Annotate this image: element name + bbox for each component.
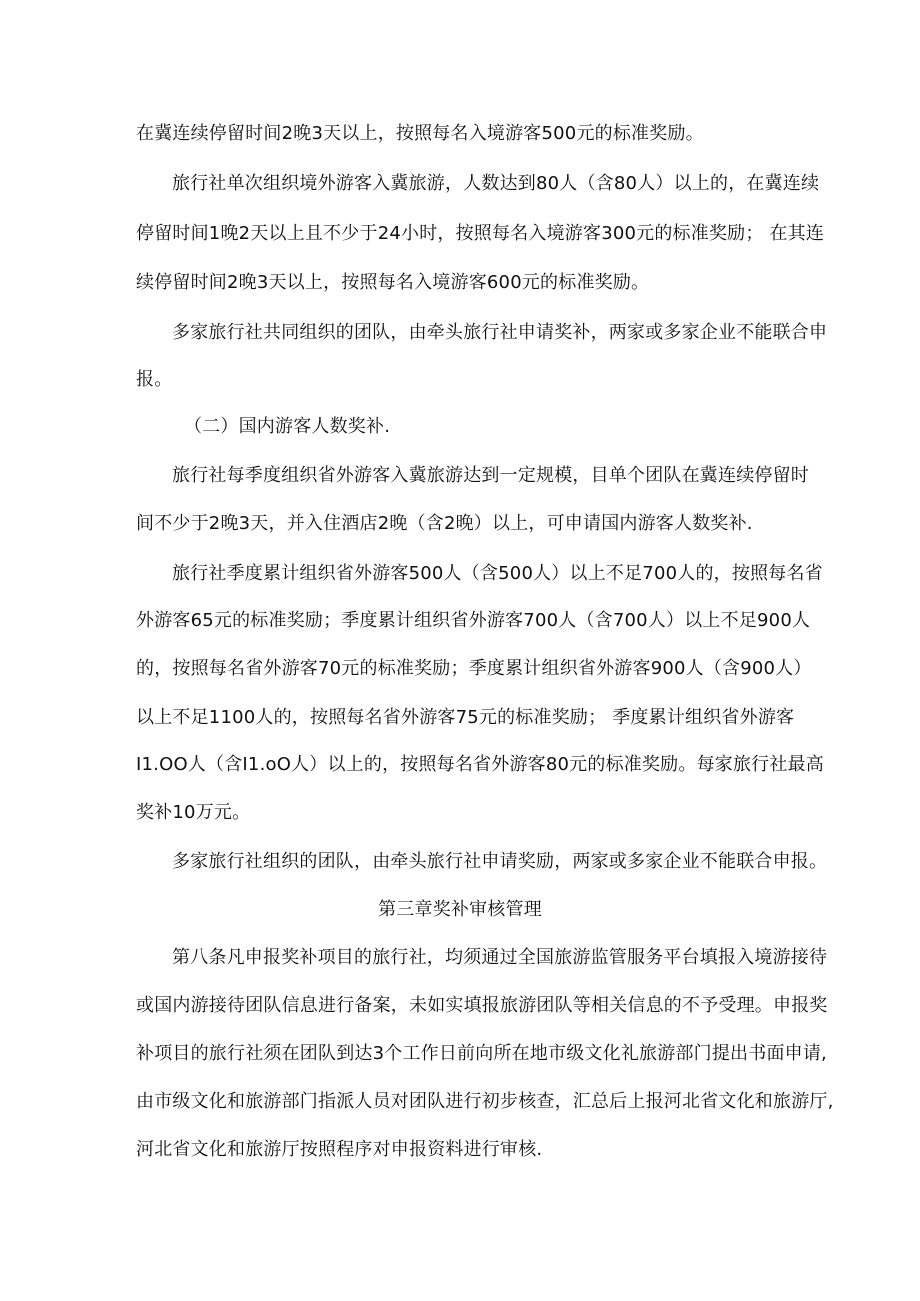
- text-line-6: 报。: [136, 369, 173, 390]
- section-heading: （二）国内游客人数奖补.: [184, 416, 391, 437]
- text-line-12: 的，按照每名省外游客70元的标准奖励；季度累计组织省外游客900人（含900人）: [136, 658, 812, 679]
- text-line-13: 以上不足1100人的，按照每名省外游客75元的标准奖励； 季度累计组织省外游客: [136, 707, 795, 728]
- text-line-22: 河北省文化和旅游厅按照程序对申报资料进行审核.: [136, 1139, 543, 1160]
- text-line-20: 补项目的旅行社须在团队到达3个工作日前向所在地市级文化礼旅游部门提出书面申请,: [136, 1043, 827, 1064]
- text-line-10: 旅行社季度累计组织省外游客500人（含500人）以上不足700人的，按照每名省: [172, 563, 823, 584]
- text-line-15: 奖补10万元。: [136, 802, 251, 823]
- text-line-11: 外游客65元的标准奖励；季度累计组织省外游客700人（含700人）以上不足900人: [136, 610, 811, 631]
- text-line-9: 间不少于2晚3天，并入住酒店2晚（含2晚）以上，可申请国内游客人数奖补.: [136, 513, 753, 534]
- text-line-4: 续停留时间2晚3天以上，按照每名入境游客600元的标准奖励。: [136, 272, 650, 293]
- chapter-title: 第三章奖补审核管理: [378, 899, 542, 920]
- text-line-2: 旅行社单次组织境外游客入冀旅游，人数达到80人（含80人）以上的，在冀连续: [172, 173, 820, 194]
- text-line-21: 由市级文化和旅游部门指派人员对团队进行初步核查，汇总后上报河北省文化和旅游厅,: [136, 1091, 834, 1112]
- text-line-18: 第八条凡申报奖补项目的旅行社，均须通过全国旅游监管服务平台填报入境游接待: [172, 947, 828, 968]
- text-line-14: I1.OO人（含I1.oO人）以上的，按照每名省外游客80元的标准奖励。每家旅行社最高: [136, 754, 824, 775]
- text-line-3: 停留时间1晚2天以上且不少于24小时，按照每名入境游客300元的标准奖励； 在其连: [136, 223, 825, 244]
- text-line-1: 在冀连续停留时间2晚3天以上，按照每名入境游客500元的标准奖励。: [136, 123, 704, 144]
- text-line-16: 多家旅行社组织的团队，由牵头旅行社申请奖励，两家或多家企业不能联合申报。: [172, 851, 828, 872]
- text-line-19: 或国内游接待团队信息进行备案，未如实填报旅游团队等相关信息的不予受理。申报奖: [136, 995, 828, 1016]
- text-line-5: 多家旅行社共同组织的团队，由牵头旅行社申请奖补，两家或多家企业不能联合申: [172, 322, 828, 343]
- text-line-8: 旅行社每季度组织省外游客入冀旅游达到一定规模，目单个团队在冀连续停留时: [172, 465, 809, 486]
